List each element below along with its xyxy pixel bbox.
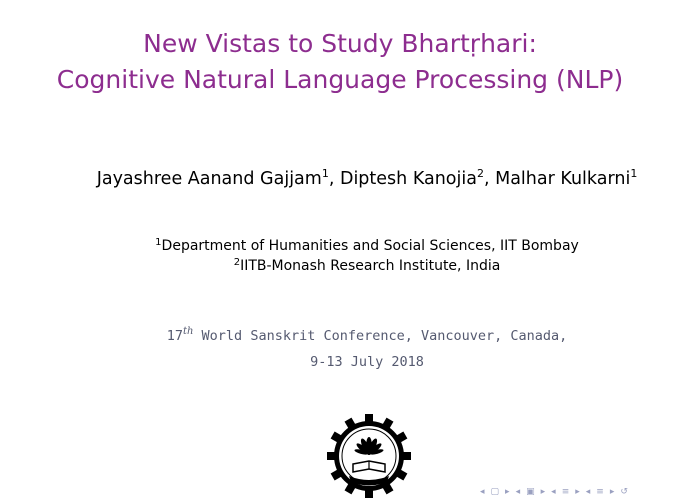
nav-section-icon[interactable]: ≡ <box>561 487 570 497</box>
conference-dates: 9-13 July 2018 <box>310 354 424 370</box>
conference-number: 17 <box>166 328 183 344</box>
author-list: Jayashree Aanand Gajjam$^1$, Diptesh Kanojia$^2$, Malhar Kulkarni$^1$ <box>96 167 638 189</box>
affiliation-text: IITB-Monash Research Institute, India <box>240 258 501 274</box>
emblem-graphic <box>325 412 413 500</box>
conference-name: World Sanskrit Conference, Vancouver, Canada, <box>193 328 568 344</box>
affiliation-item <box>0 236 680 256</box>
title-line-1: New Vistas to Study Bhartṛhari: <box>143 29 537 58</box>
author-affil-mark: 2 <box>476 167 484 180</box>
author-affil-mark: 1 <box>630 167 638 180</box>
conference-line <box>0 323 680 349</box>
title-line-2: Cognitive Natural Language Processing (NLP) <box>56 65 624 94</box>
author-name: Jayashree Aanand Gajjam <box>96 169 322 189</box>
author-affil-mark: 1 <box>321 167 329 180</box>
nav-subsection-next-icon[interactable]: ▸ <box>540 487 546 497</box>
nav-doc-icon[interactable]: ≡ <box>596 487 604 497</box>
author-name: Diptesh Kanojia <box>339 169 477 189</box>
affiliation-mark: 1 <box>155 237 162 248</box>
beamer-navigation-bar <box>480 486 628 498</box>
author-name: Malhar Kulkarni <box>495 169 631 189</box>
nav-frame-prev-icon[interactable]: ◂ <box>480 487 485 497</box>
nav-doc-next-icon[interactable]: ▸ <box>609 487 615 497</box>
nav-frame-icon[interactable]: ▢ <box>490 487 500 497</box>
nav-doc-prev-icon[interactable]: ◂ <box>585 487 591 497</box>
affiliation-list <box>0 236 680 276</box>
conference-info <box>0 323 680 375</box>
nav-section-prev-icon[interactable]: ◂ <box>551 487 556 497</box>
nav-frame-next-icon[interactable]: ▸ <box>505 487 510 497</box>
affiliation-mark: 2 <box>233 257 241 268</box>
conference-ordinal: th <box>182 326 194 337</box>
nav-subsection-prev-icon[interactable]: ◂ <box>515 487 521 497</box>
nav-section-next-icon[interactable]: ▸ <box>575 487 580 497</box>
nav-subsection-icon[interactable]: ▣ <box>526 487 535 497</box>
affiliation-item <box>0 256 680 276</box>
nav-search-icon[interactable]: ↺ <box>620 487 628 497</box>
iit-bombay-emblem-icon <box>325 412 413 500</box>
affiliation-text: Department of Humanities and Social Sciences, IIT Bombay <box>161 238 579 254</box>
slide-title <box>0 26 680 98</box>
